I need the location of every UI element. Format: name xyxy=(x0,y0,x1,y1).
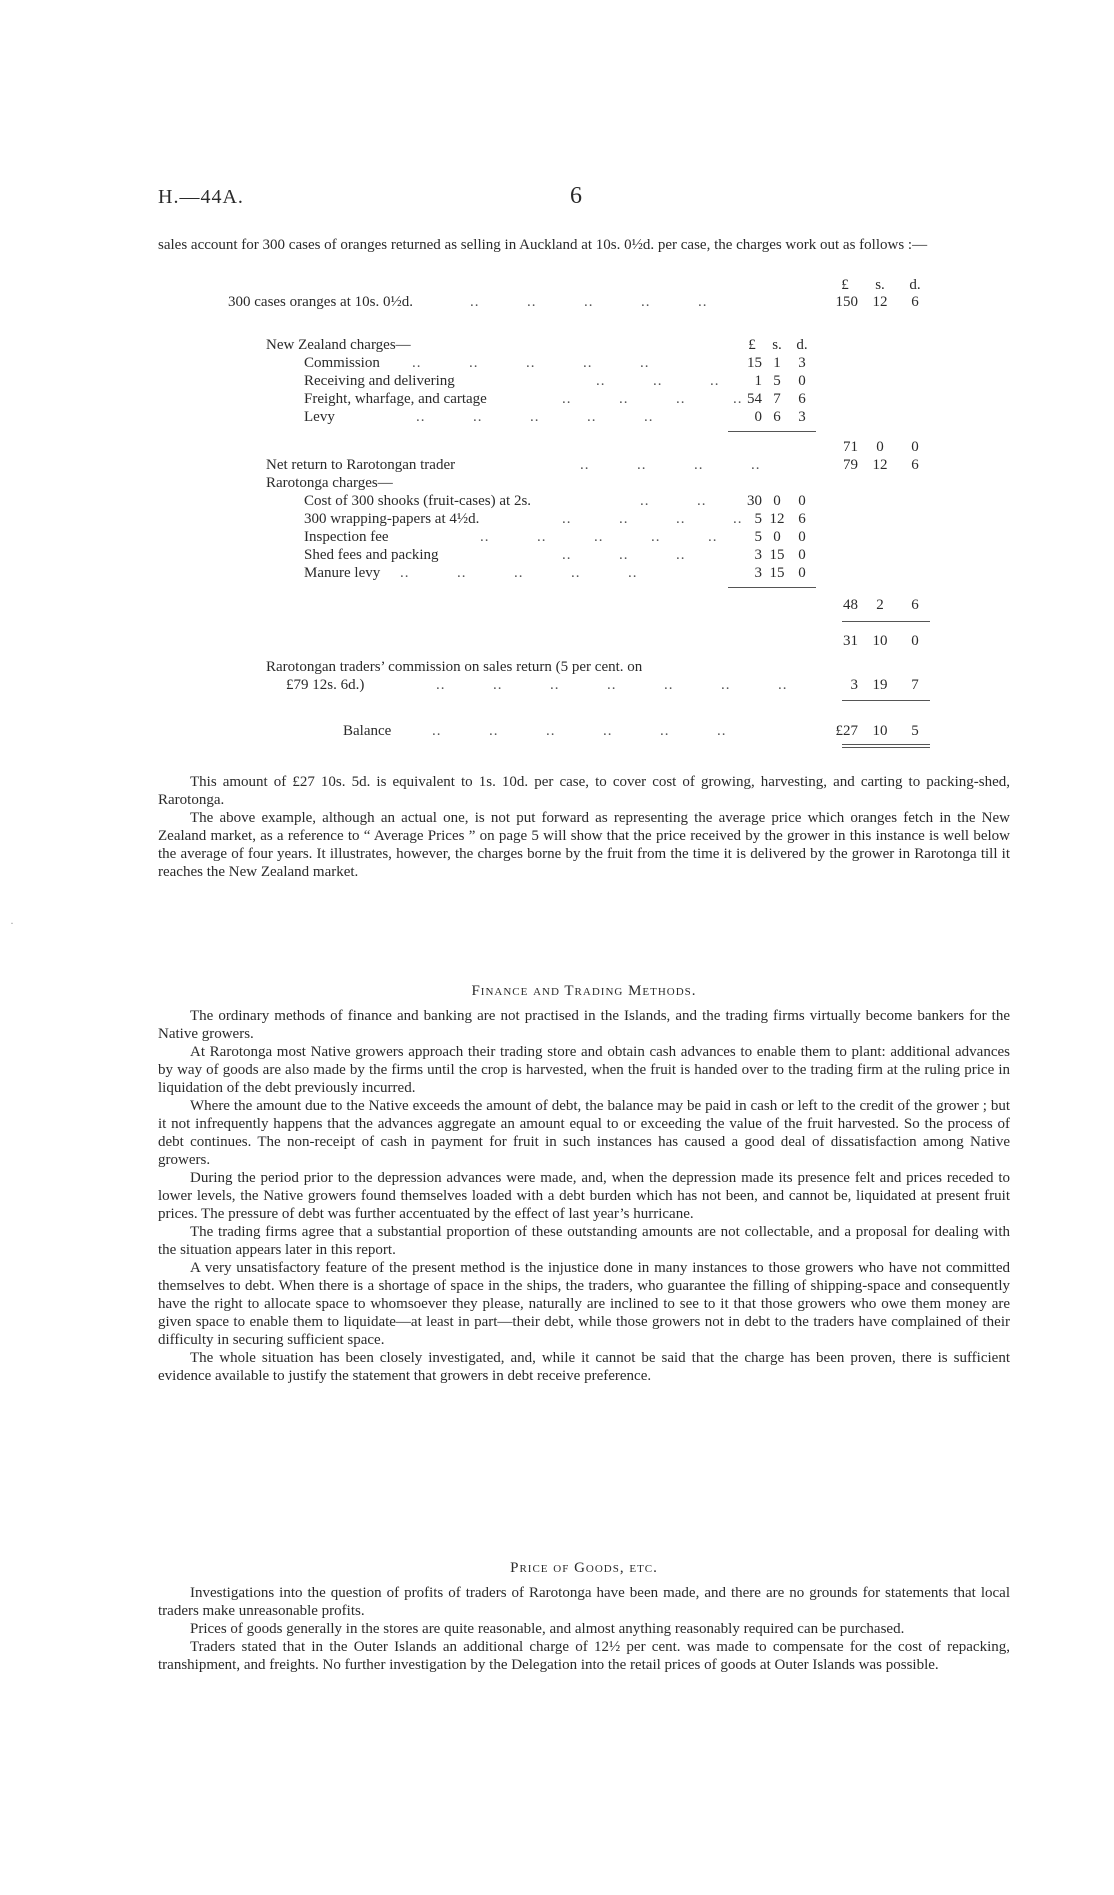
net-pound: 79 xyxy=(843,457,858,473)
leader-dots: .. .. .. .. .. xyxy=(400,565,638,581)
nz-item-pence: 0 xyxy=(798,373,806,389)
nz-item-shilling: 7 xyxy=(773,391,781,407)
sub-col-header-shilling: s. xyxy=(772,337,782,353)
sub-col-header-pound: £ xyxy=(748,337,756,353)
nz-item-pence: 3 xyxy=(798,409,806,425)
raro-item-label: Cost of 300 shooks (fruit-cases) at 2s. xyxy=(304,493,532,509)
paragraph: This amount of £27 10s. 5d. is equivalent to 1s. 10d. per case, to cover cost of growing, harvesting, and carting to packing-shed, Rarotonga. xyxy=(158,774,1010,808)
subtotal-rule xyxy=(728,431,816,432)
nz-item-pound: 1 xyxy=(754,373,762,389)
paragraph: At Rarotonga most Native growers approach their trading store and obtain cash advances to enable them to plant: additional advances by way of goods are also made by the firms until the crop is harvested, when the fruit is handed over to the trading firm at the ruling price in liquidation of the debt previously incurred. xyxy=(158,1044,1010,1096)
intro-text: sales account for 300 cases of oranges returned as selling in Auckland at 10s. 0½d. per case, the charges work out as follows :— xyxy=(158,237,928,253)
subtotal-shilling: 10 xyxy=(872,633,888,649)
raro-item-label: Manure levy xyxy=(304,565,381,581)
raro-item-pound: 3 xyxy=(754,547,762,563)
leader-dots: .. .. .. xyxy=(596,373,720,389)
raro-item-pence: 0 xyxy=(798,547,806,563)
raro-total-pound: 48 xyxy=(843,597,858,613)
nz-charges-heading: New Zealand charges— xyxy=(266,337,411,353)
raro-item-label: Inspection fee xyxy=(304,529,389,545)
double-rule-bottom xyxy=(842,747,930,748)
nz-item-pound: 0 xyxy=(754,409,762,425)
balance-pence: 5 xyxy=(911,723,919,739)
paragraph: The whole situation has been closely investigated, and, while it cannot be said that the charge has been proven, there is sufficient evidence available to justify the statement that growers in debt receive preference. xyxy=(158,1350,1010,1384)
raro-item-pence: 0 xyxy=(798,529,806,545)
nz-total-pence: 0 xyxy=(911,439,919,455)
raro-item-shilling: 0 xyxy=(773,493,781,509)
paragraph: Prices of goods generally in the stores are quite reasonable, and almost anything reasonably required can be purchased. xyxy=(190,1621,905,1637)
nz-item-pound: 15 xyxy=(747,355,762,371)
raro-item-pence: 6 xyxy=(798,511,806,527)
nz-item-label: Levy xyxy=(304,409,335,425)
nz-item-shilling: 1 xyxy=(773,355,781,371)
paragraph: Where the amount due to the Native exceeds the amount of debt, the balance may be paid in cash or left to the credit of the grower ; but it not infrequently happens that the advances aggregate an amount equal to or exceeding the value of the fruit harvested. So the process of debt continues. The non-receipt of cash in payment for fruit in such instances has caused a good deal of dissatisfaction among Native growers. xyxy=(158,1098,1010,1168)
commission-shilling: 19 xyxy=(872,677,888,693)
nz-item-label: Receiving and delivering xyxy=(304,373,455,389)
raro-total-pence: 6 xyxy=(911,597,919,613)
col-header-pound: £ xyxy=(841,277,849,293)
raro-item-pence: 0 xyxy=(798,493,806,509)
raro-item-pound: 5 xyxy=(754,529,762,545)
raro-item-shilling: 12 xyxy=(769,511,785,527)
nz-item-label: Freight, wharfage, and cartage xyxy=(304,391,487,407)
leader-dots: .. .. .. .. xyxy=(580,457,761,473)
commission-pence: 7 xyxy=(911,677,919,693)
raro-charges-heading: Rarotonga charges— xyxy=(266,475,393,491)
total-rule xyxy=(842,700,930,701)
nz-item-pence: 3 xyxy=(798,355,806,371)
commission-pound: 3 xyxy=(850,677,858,693)
col-header-shilling: s. xyxy=(875,277,885,293)
raro-item-pound: 30 xyxy=(747,493,762,509)
commission-label-line2: £79 12s. 6d.) xyxy=(286,677,365,693)
price-section xyxy=(158,1584,1010,1674)
gross-shilling: 12 xyxy=(872,294,888,310)
raro-item-pound: 3 xyxy=(754,565,762,581)
section-heading-finance: Finance and Trading Methods. xyxy=(471,983,697,999)
leader-dots: .. .. .. .. xyxy=(562,511,743,527)
raro-item-pence: 0 xyxy=(798,565,806,581)
document-code: H.—44A. xyxy=(158,186,244,208)
paragraph: During the period prior to the depression advances were made, and, when the depression made its presence felt and prices receded to lower levels, the Native growers found themselves loaded with a debt burden which has not been, and cannot be, liquidated at present fruit prices. The pressure of debt was further accentuated by the effect of last year’s hurricane. xyxy=(158,1170,1010,1222)
subtotal-pound: 31 xyxy=(843,633,858,649)
subtotal-pence: 0 xyxy=(911,633,919,649)
gross-pound: 150 xyxy=(835,294,858,310)
gross-pence: 6 xyxy=(911,294,919,310)
leader-dots: .. .. .. .. .. .. xyxy=(432,723,727,739)
raro-item-pound: 5 xyxy=(754,511,762,527)
raro-item-shilling: 15 xyxy=(769,547,785,563)
gross-label: 300 cases oranges at 10s. 0½d. xyxy=(228,294,413,310)
nz-item-pence: 6 xyxy=(798,391,806,407)
leader-dots: .. .. .. .. xyxy=(562,391,743,407)
commission-label-line1: Rarotongan traders’ commission on sales return (5 per cent. on xyxy=(266,659,643,675)
raro-item-label: Shed fees and packing xyxy=(304,547,439,563)
leader-dots: .. .. .. .. .. xyxy=(416,409,654,425)
paragraph: The above example, although an actual one, is not put forward as representing the average price which oranges fetch in the New Zealand market, as a reference to “ Average Prices ” on page 5 will show that the price received by the grower in this instance is well below the average of four years. It illustrates, however, the charges borne by the fruit from the time it is delivered by the grower in Rarotonga till it reaches the New Zealand market. xyxy=(158,810,1010,880)
leader-dots: .. .. .. .. .. xyxy=(480,529,718,545)
nz-item-shilling: 6 xyxy=(773,409,781,425)
leader-dots: .. .. .. .. .. xyxy=(412,355,650,371)
raro-item-label: 300 wrapping-papers at 4½d. xyxy=(304,511,480,527)
double-rule-top xyxy=(842,744,930,745)
paragraph: Traders stated that in the Outer Islands an additional charge of 12½ per cent. was made to compensate for the cost of repacking, transhipment, and freights. No further investigation by the Delegation into the retail prices of goods at Outer Islands was possible. xyxy=(158,1639,1010,1673)
paragraph: Investigations into the question of profits of traders of Rarotonga have been made, and there are no grounds for statements that local traders make unreasonable profits. xyxy=(158,1585,1010,1619)
leader-dots: .. .. xyxy=(640,493,707,509)
nz-item-shilling: 5 xyxy=(773,373,781,389)
col-header-pence: d. xyxy=(909,277,921,293)
leader-dots: .. .. .. .. .. .. .. xyxy=(436,677,788,693)
sub-col-header-pence: d. xyxy=(796,337,808,353)
section-heading-price: Price of Goods, etc. xyxy=(510,1560,658,1576)
nz-total-pound: 71 xyxy=(843,439,858,455)
total-rule xyxy=(842,621,930,622)
net-return-label: Net return to Rarotongan trader xyxy=(266,457,456,473)
raro-item-shilling: 15 xyxy=(769,565,785,581)
balance-shilling: 10 xyxy=(872,723,888,739)
balance-pound: £27 xyxy=(835,723,858,739)
balance-label: Balance xyxy=(343,723,392,739)
after-table-text xyxy=(158,773,1010,881)
paragraph: The trading firms agree that a substantial proportion of these outstanding amounts are not collectable, and a proposal for dealing with the situation appears later in this report. xyxy=(158,1224,1010,1258)
net-pence: 6 xyxy=(911,457,919,473)
nz-item-label: Commission xyxy=(304,355,380,371)
finance-section xyxy=(158,1007,1010,1385)
nz-item-pound: 54 xyxy=(747,391,762,407)
paragraph: The ordinary methods of finance and banking are not practised in the Islands, and the trading firms virtually become bankers for the Native growers. xyxy=(158,1008,1010,1042)
subtotal-rule xyxy=(728,587,816,588)
raro-total-shilling: 2 xyxy=(876,597,884,613)
page-number: 6 xyxy=(570,183,582,209)
margin-mark: · xyxy=(10,916,14,930)
paragraph: A very unsatisfactory feature of the present method is the injustice done in many instances to those growers who have not committed themselves to debt. When there is a shortage of space in the ships, the traders, who guarantee the filling of shipping-space and consequently have the right to allocate space to whomsoever they please, naturally are inclined to see to it that those growers who owe them money are given space to enable them to liquidate—at least in part—their debt, while those growers not in debt to the traders have complained of their difficulty in securing sufficient space. xyxy=(158,1260,1010,1348)
leader-dots: .. .. .. xyxy=(562,547,686,563)
nz-total-shilling: 0 xyxy=(876,439,884,455)
raro-item-shilling: 0 xyxy=(773,529,781,545)
leader-dots: .. .. .. .. .. xyxy=(470,294,708,310)
net-shilling: 12 xyxy=(872,457,888,473)
